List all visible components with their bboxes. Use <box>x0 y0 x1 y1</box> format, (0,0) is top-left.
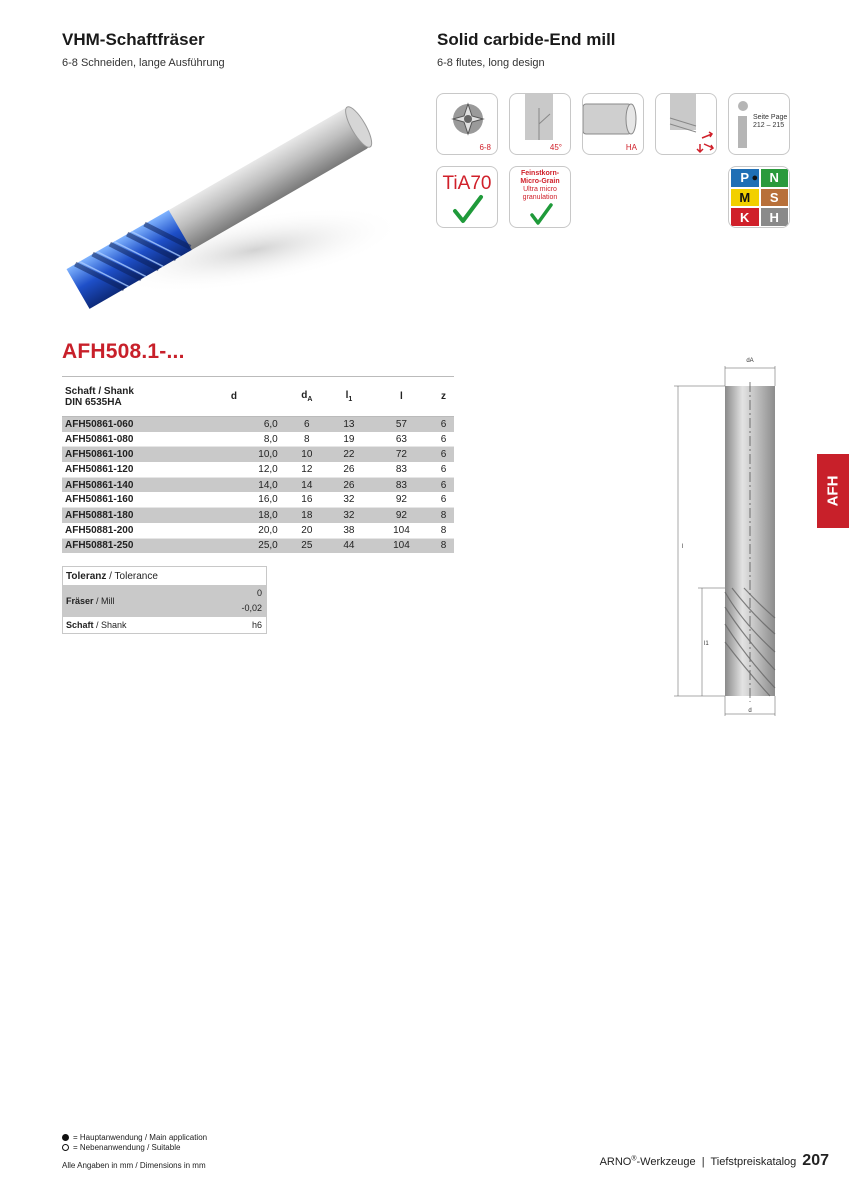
drawing-label-d: d <box>748 708 752 714</box>
cell-code: AFH50861-140 <box>62 477 182 492</box>
cell-code: AFH50881-250 <box>62 538 182 553</box>
cell-z: 8 <box>433 508 454 523</box>
cell-da: 16 <box>286 492 328 507</box>
subtitle-de: 6-8 Schneiden, lange Ausführung <box>62 57 225 69</box>
cell-code: AFH50861-080 <box>62 432 182 447</box>
table-row <box>62 462 454 477</box>
cell-da: 12 <box>286 462 328 477</box>
cell-d: 10,0 <box>182 447 286 462</box>
material-letter: K <box>740 209 750 225</box>
shank-caption: HA <box>625 143 637 152</box>
cell-l1: 19 <box>328 432 370 447</box>
cell-l: 104 <box>370 538 433 553</box>
product-code: AFH508.1-... <box>62 340 185 363</box>
cell-l: 83 <box>370 477 433 492</box>
grain-sub-2: granulation <box>522 194 558 201</box>
cell-l1: 44 <box>328 538 370 553</box>
cell-z: 6 <box>433 447 454 462</box>
checkmark-icon <box>437 167 498 228</box>
cell-l1: 26 <box>328 477 370 492</box>
main-application-dot-icon: ● <box>751 171 759 184</box>
material-letter: S <box>769 189 779 205</box>
cell-d: 20,0 <box>182 523 286 538</box>
cutting-direction-icon-box <box>655 93 717 155</box>
technical-drawing <box>672 352 782 722</box>
material-letter: P <box>740 170 750 186</box>
dimensions-note: Alle Angaben in mm / Dimensions in mm <box>62 1161 206 1170</box>
info-icon-box <box>728 93 790 155</box>
material-grid-box <box>728 166 790 228</box>
col-shank-header: Schaft / Shank DIN 6535HA <box>62 377 182 417</box>
cell-da: 10 <box>286 447 328 462</box>
cell-l: 72 <box>370 447 433 462</box>
table-row <box>62 492 454 507</box>
coating-icon-box <box>436 166 498 228</box>
material-cell-h <box>761 208 789 226</box>
table-row <box>62 447 454 462</box>
col-l1-header: $l_1$ <box>328 377 370 417</box>
helix-caption: 45° <box>549 143 562 152</box>
cell-d: 12,0 <box>182 462 286 477</box>
tolerance-header: Toleranz / Tolerance <box>63 567 266 585</box>
helix-icon-box <box>509 93 571 155</box>
micro-grain-icon-box <box>509 166 571 228</box>
table-row <box>62 508 454 523</box>
filled-circle-icon <box>62 1134 69 1141</box>
tolerance-mill-row: Fräser / Mill 0 -0,02 <box>63 585 266 617</box>
drawing-label-l: l <box>682 544 684 550</box>
tolerance-table <box>62 566 267 634</box>
section-tab <box>817 454 849 528</box>
material-cell-n <box>751 169 789 187</box>
cell-l1: 22 <box>328 447 370 462</box>
cell-z: 6 <box>433 492 454 507</box>
flutes-caption: 6-8 <box>479 143 491 152</box>
cell-d: 14,0 <box>182 477 286 492</box>
cell-z: 6 <box>433 462 454 477</box>
table-row <box>62 417 454 432</box>
cell-l1: 32 <box>328 492 370 507</box>
cell-code: AFH50861-160 <box>62 492 182 507</box>
material-letter: M <box>739 189 751 205</box>
footer-reg: ® <box>631 1155 637 1163</box>
footer-catalog: -Werkzeuge | Tiefstpreiskatalog <box>636 1156 797 1168</box>
footer <box>600 1152 829 1170</box>
shank-icon-box <box>582 93 644 155</box>
material-cell-m <box>731 189 759 207</box>
table-row <box>62 432 454 447</box>
section-tab-label: AFH <box>824 475 842 507</box>
cell-l1: 38 <box>328 523 370 538</box>
end-mill-product-image <box>55 85 400 320</box>
material-letter: N <box>769 170 779 186</box>
cell-da: 8 <box>286 432 328 447</box>
cell-l: 63 <box>370 432 433 447</box>
material-letter: H <box>769 209 779 225</box>
tolerance-shank-row: Schaft / Shank h6 <box>63 617 266 633</box>
hollow-circle-icon <box>62 1144 69 1151</box>
grain-sub-1: Ultra micro <box>523 186 557 193</box>
cell-l: 92 <box>370 508 433 523</box>
cell-d: 18,0 <box>182 508 286 523</box>
cell-da: 25 <box>286 538 328 553</box>
cell-code: AFH50881-180 <box>62 508 182 523</box>
cell-da: 6 <box>286 417 328 432</box>
flutes-icon-box <box>436 93 498 155</box>
drawing-label-da: dA <box>746 358 754 364</box>
table-row <box>62 538 454 553</box>
footer-brand: ARNO <box>599 1156 632 1168</box>
cell-l1: 26 <box>328 462 370 477</box>
checkmark-icon <box>510 167 571 228</box>
cell-z: 8 <box>433 523 454 538</box>
cell-z: 6 <box>433 477 454 492</box>
spec-table <box>62 376 454 553</box>
info-text-2: 212 – 215 <box>753 122 785 129</box>
material-cell-s <box>761 189 789 207</box>
coating-label: TiA70 <box>442 173 492 194</box>
cell-z: 6 <box>433 417 454 432</box>
col-l-header: l <box>370 377 433 417</box>
cell-code: AFH50861-060 <box>62 417 182 432</box>
cell-l: 92 <box>370 492 433 507</box>
table-row <box>62 477 454 492</box>
material-cell-k <box>731 208 759 226</box>
cell-d: 16,0 <box>182 492 286 507</box>
cutting-direction-icon <box>656 94 717 155</box>
cell-da: 14 <box>286 477 328 492</box>
page-number: 207 <box>802 1152 829 1169</box>
col-da-header: $d_A$ <box>286 377 328 417</box>
cell-l: 83 <box>370 462 433 477</box>
cell-d: 6,0 <box>182 417 286 432</box>
mill-lower: -0,02 <box>241 603 262 613</box>
cell-code: AFH50881-200 <box>62 523 182 538</box>
cell-code: AFH50861-120 <box>62 462 182 477</box>
table-row <box>62 523 454 538</box>
info-text-1: Seite Page <box>753 114 788 121</box>
col-d-header: d <box>182 377 286 417</box>
cell-l: 104 <box>370 523 433 538</box>
cell-l: 57 <box>370 417 433 432</box>
subtitle-en: 6-8 flutes, long design <box>437 57 545 69</box>
cell-z: 6 <box>433 432 454 447</box>
cell-l1: 32 <box>328 508 370 523</box>
cell-d: 8,0 <box>182 432 286 447</box>
cell-l1: 13 <box>328 417 370 432</box>
drawing-label-l1: l1 <box>704 641 709 647</box>
legend-main: = Hauptanwendung / Main application <box>62 1133 207 1142</box>
title-de: VHM-Schaftfräser <box>62 30 205 49</box>
grain-title-1: Feinstkorn- <box>520 170 560 177</box>
cell-z: 8 <box>433 538 454 553</box>
title-en: Solid carbide-End mill <box>437 30 616 49</box>
legend-suitable: = Nebenanwendung / Suitable <box>62 1143 180 1152</box>
grain-title-2: Micro-Grain <box>520 178 560 185</box>
cell-code: AFH50861-100 <box>62 447 182 462</box>
cell-d: 25,0 <box>182 538 286 553</box>
cell-da: 20 <box>286 523 328 538</box>
mill-upper: 0 <box>256 588 262 598</box>
cell-da: 18 <box>286 508 328 523</box>
col-z-header: z <box>433 377 454 417</box>
